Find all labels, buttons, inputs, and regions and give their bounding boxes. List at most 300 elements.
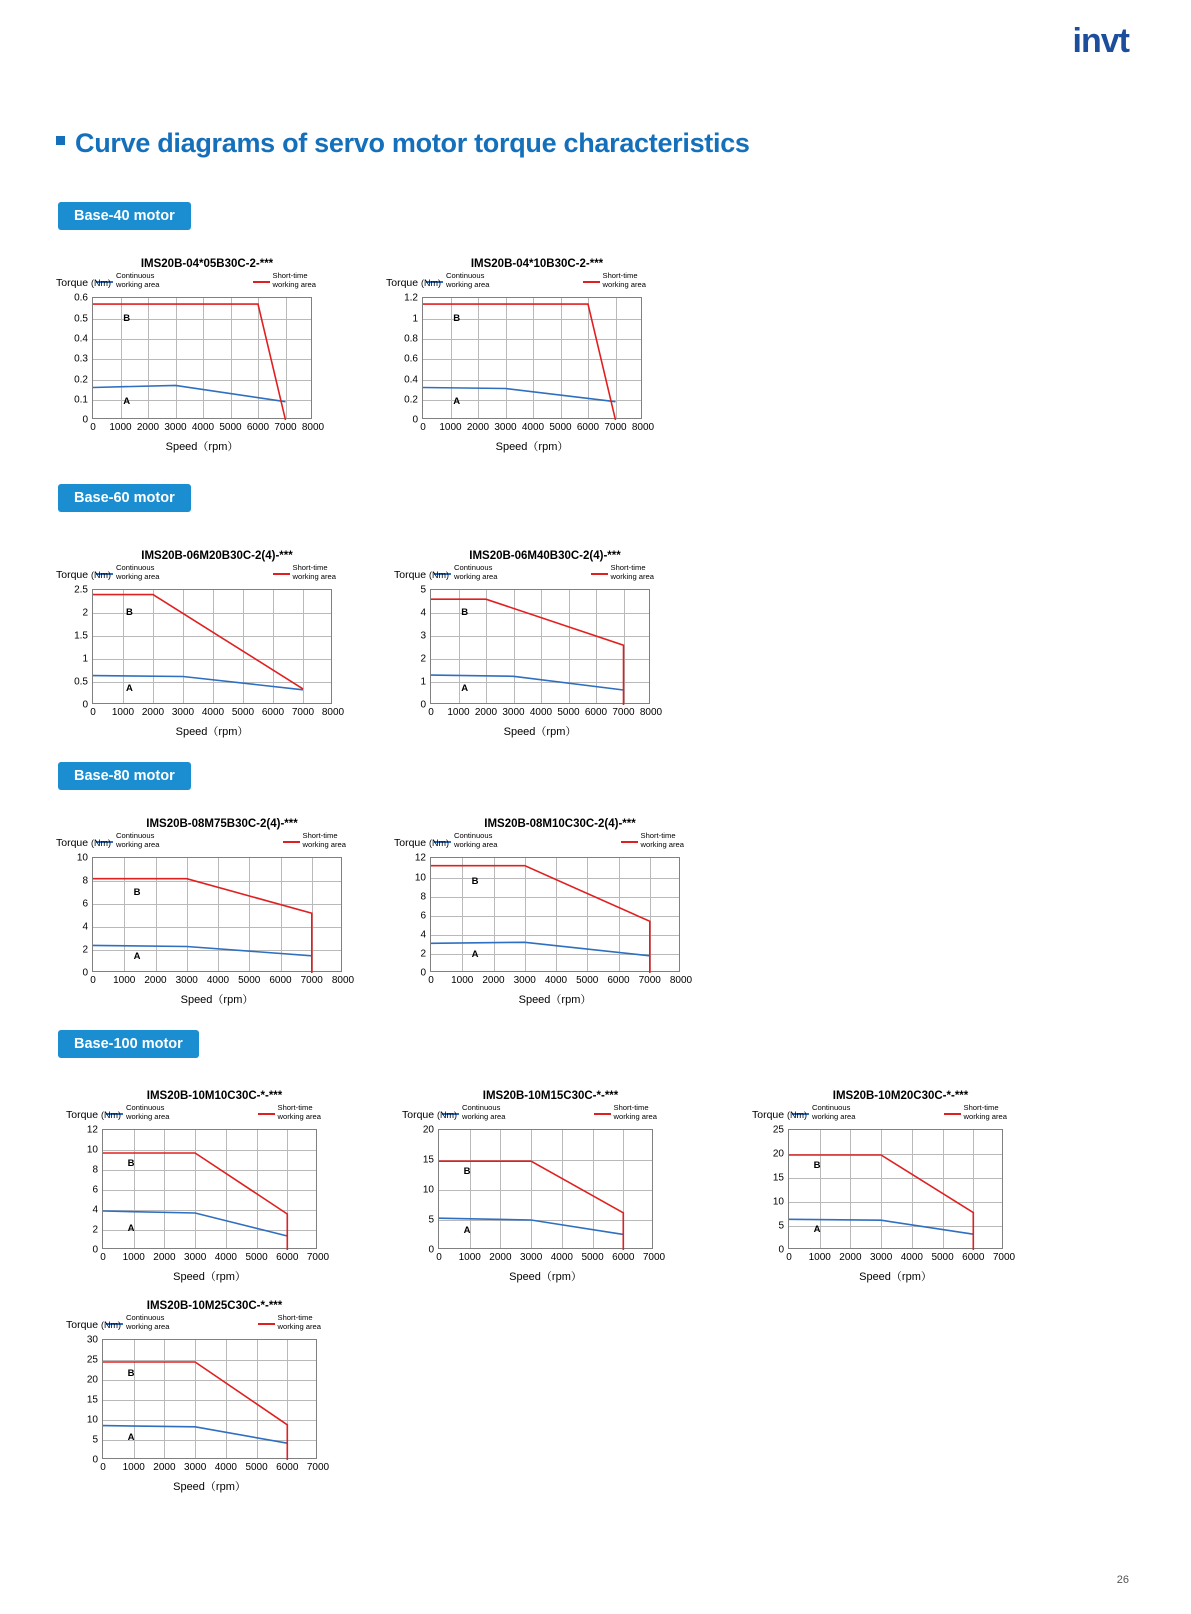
page-title (56, 128, 750, 159)
chart-c9 (752, 1090, 1016, 1289)
y-tick-label: 15 (772, 1172, 784, 1184)
curve-lines (93, 858, 343, 973)
x-tick-label: 8000 (301, 422, 325, 434)
legend-continuous-label: Continuous working area (116, 271, 160, 289)
x-tick-label: 7000 (642, 1252, 666, 1264)
x-tick-label: 1000 (109, 422, 132, 434)
x-tick-label: 5000 (931, 1252, 954, 1264)
marker-a: A (127, 1223, 135, 1235)
legend-short-time-label: Short-time working area (292, 563, 336, 581)
y-tick-label: 0.8 (404, 333, 418, 345)
marker-b: B (471, 876, 479, 888)
legend-short-time (591, 564, 654, 581)
y-tick-label: 30 (86, 1334, 98, 1346)
y-tick-label: 12 (414, 852, 426, 864)
legend-red-swatch-icon (283, 841, 300, 843)
y-tick-label: 0 (82, 699, 88, 711)
plot-grid (414, 852, 693, 1007)
invt-logo (1073, 22, 1129, 61)
x-tick-label: 4000 (201, 707, 225, 719)
chart-legend (438, 1104, 661, 1123)
y-tick-label: 15 (422, 1154, 434, 1166)
y-tick-label: 8 (420, 891, 426, 903)
y-axis-title: Torque (Nm) (752, 1109, 808, 1122)
x-tick-label: 8000 (331, 975, 355, 987)
marker-a: A (133, 951, 141, 963)
y-tick-label: 20 (86, 1374, 98, 1386)
y-tick-label: 0 (82, 414, 88, 426)
curve-short-time (93, 595, 303, 689)
y-axis-title: Torque (Nm) (386, 277, 442, 290)
x-tick-label: 1000 (439, 422, 462, 434)
y-tick-label: 0.1 (74, 394, 88, 406)
x-tick-label: 6000 (276, 1252, 299, 1264)
y-tick-label: 0 (82, 967, 88, 979)
x-tick-label: 5000 (238, 975, 261, 987)
x-axis-title: Speed（rpm） (509, 1271, 582, 1284)
y-tick-label: 1.5 (74, 630, 88, 642)
x-tick-label: 0 (90, 975, 96, 987)
curve-lines (439, 1130, 654, 1250)
curve-short-time (431, 866, 650, 973)
y-axis-title: Torque (Nm) (394, 837, 450, 850)
x-axis-title: Speed（rpm） (503, 726, 577, 739)
x-tick-label: 0 (428, 975, 434, 987)
marker-b: B (453, 312, 461, 324)
x-tick-label: 6000 (962, 1252, 985, 1264)
curve-short-time (93, 879, 312, 973)
y-tick-label: 0.4 (404, 374, 418, 386)
curve-continuous (423, 388, 616, 402)
legend-short-time (594, 1104, 657, 1121)
y-tick-label: 0 (778, 1244, 784, 1256)
y-tick-label: 4 (82, 921, 88, 933)
curve-continuous (93, 676, 303, 690)
section-tag-label: Base-80 motor (74, 768, 175, 784)
x-tick-label: 4000 (529, 707, 553, 719)
chart-legend (102, 1104, 325, 1123)
x-tick-label: 3000 (164, 422, 187, 434)
marker-a: A (471, 949, 479, 961)
x-tick-label: 3000 (494, 422, 517, 434)
x-tick-label: 0 (100, 1252, 106, 1264)
chart-title: IMS20B-10M10C30C-*-*** (146, 1090, 283, 1102)
chart-legend (102, 1314, 325, 1333)
y-tick-label: 0 (428, 1244, 434, 1256)
y-tick-label: 0.4 (74, 333, 88, 345)
x-axis-title: Speed（rpm） (859, 1271, 932, 1284)
x-tick-label: 1000 (113, 975, 136, 987)
marker-a: A (126, 683, 133, 695)
x-tick-label: 2000 (141, 707, 165, 719)
chart-title: IMS20B-10M25C30C-*-*** (146, 1300, 283, 1312)
y-tick-label: 10 (414, 872, 426, 884)
y-tick-label: 0.5 (74, 676, 88, 688)
page-number: 26 (1116, 1574, 1129, 1586)
curve-lines (789, 1130, 1004, 1250)
legend-short-time-label: Short-time working area (302, 831, 346, 849)
x-tick-label: 8000 (639, 707, 663, 719)
x-tick-label: 5000 (581, 1252, 604, 1264)
legend-short-time (258, 1314, 321, 1331)
x-tick-label: 7000 (992, 1252, 1016, 1264)
x-tick-label: 1000 (451, 975, 474, 987)
curve-continuous (431, 943, 650, 957)
chart-legend (92, 564, 340, 583)
x-tick-label: 1000 (122, 1252, 145, 1264)
curve-continuous (93, 946, 312, 956)
x-tick-label: 4000 (550, 1252, 573, 1264)
legend-continuous-label: Continuous working area (454, 563, 498, 581)
x-tick-label: 0 (428, 707, 434, 719)
y-axis-title: Torque (Nm) (56, 569, 112, 582)
y-tick-label: 20 (772, 1148, 784, 1160)
x-tick-label: 2000 (839, 1252, 862, 1264)
x-tick-label: 0 (90, 707, 96, 719)
x-tick-label: 3000 (520, 1252, 543, 1264)
plot-grid (86, 1124, 330, 1284)
chart-c1 (56, 258, 325, 459)
y-tick-label: 2 (420, 653, 426, 665)
x-axis-title: Speed（rpm） (173, 1481, 246, 1494)
x-tick-label: 6000 (269, 975, 292, 987)
x-tick-label: 6000 (584, 707, 608, 719)
x-tick-label: 6000 (612, 1252, 635, 1264)
x-tick-label: 6000 (276, 1462, 299, 1474)
chart-c8 (402, 1090, 666, 1289)
x-tick-label: 7000 (306, 1252, 330, 1264)
x-tick-label: 5000 (557, 707, 580, 719)
y-axis-title: Torque (Nm) (66, 1109, 122, 1122)
legend-continuous-label: Continuous working area (116, 563, 160, 581)
y-tick-label: 2.5 (74, 584, 88, 596)
x-tick-label: 1000 (111, 707, 135, 719)
y-tick-label: 1 (412, 313, 418, 325)
y-tick-label: 5 (92, 1434, 98, 1446)
x-tick-label: 6000 (607, 975, 630, 987)
curve-short-time (431, 600, 624, 706)
y-tick-label: 10 (86, 1414, 98, 1426)
chart-legend (92, 272, 320, 291)
x-tick-label: 5000 (219, 422, 242, 434)
x-tick-label: 7000 (300, 975, 323, 987)
legend-red-swatch-icon (583, 281, 600, 283)
chart-c6 (394, 818, 693, 1012)
y-tick-label: 5 (778, 1220, 784, 1232)
x-tick-label: 2000 (489, 1252, 512, 1264)
chart-c3 (56, 550, 345, 744)
marker-a: A (123, 396, 131, 408)
legend-red-swatch-icon (591, 573, 608, 575)
legend-continuous-label: Continuous working area (454, 831, 498, 849)
x-tick-label: 5000 (231, 707, 255, 719)
x-tick-label: 5000 (549, 422, 572, 434)
legend-red-swatch-icon (253, 281, 270, 283)
legend-red-swatch-icon (258, 1323, 275, 1325)
x-tick-label: 6000 (576, 422, 600, 434)
x-tick-label: 3000 (870, 1252, 893, 1264)
legend-short-time-label: Short-time working area (277, 1313, 321, 1331)
y-tick-label: 0.3 (74, 353, 88, 365)
chart-c10 (66, 1300, 330, 1499)
x-tick-label: 4000 (214, 1462, 237, 1474)
x-tick-label: 8000 (631, 422, 655, 434)
x-tick-label: 7000 (274, 422, 297, 434)
y-tick-label: 2 (82, 607, 88, 619)
x-tick-label: 3000 (502, 707, 525, 719)
x-tick-label: 1000 (808, 1252, 831, 1264)
marker-b: B (461, 607, 469, 619)
y-tick-label: 0.2 (74, 374, 88, 386)
x-tick-label: 6000 (246, 422, 270, 434)
x-tick-label: 3000 (184, 1462, 207, 1474)
y-tick-label: 4 (92, 1204, 98, 1216)
chart-c5 (56, 818, 355, 1012)
x-tick-label: 5000 (576, 975, 599, 987)
page-title-text: Curve diagrams of servo motor torque characteristics (75, 128, 750, 158)
x-tick-label: 0 (436, 1252, 442, 1264)
x-tick-label: 8000 (321, 707, 345, 719)
x-tick-label: 1000 (458, 1252, 481, 1264)
chart-title: IMS20B-10M15C30C-*-*** (482, 1090, 619, 1102)
y-tick-label: 1 (82, 653, 88, 665)
y-tick-label: 10 (86, 1144, 98, 1156)
y-tick-label: 0 (420, 967, 426, 979)
y-tick-label: 10 (422, 1184, 434, 1196)
x-axis-title: Speed（rpm） (173, 1271, 246, 1284)
x-axis-title: Speed（rpm） (518, 994, 592, 1007)
legend-red-swatch-icon (594, 1113, 611, 1115)
chart-legend (430, 564, 658, 583)
marker-b: B (126, 607, 133, 619)
legend-short-time-label: Short-time working area (963, 1103, 1007, 1121)
chart-legend (422, 272, 650, 291)
y-tick-label: 0 (412, 414, 418, 426)
plot-grid (74, 292, 325, 454)
legend-red-swatch-icon (273, 573, 290, 575)
curve-continuous (93, 386, 286, 402)
legend-short-time (944, 1104, 1007, 1121)
legend-red-swatch-icon (944, 1113, 961, 1115)
plot-grid (86, 1334, 330, 1494)
x-tick-label: 8000 (669, 975, 693, 987)
x-tick-label: 3000 (184, 1252, 207, 1264)
y-tick-label: 2 (92, 1224, 98, 1236)
marker-b: B (133, 886, 141, 898)
chart-title: IMS20B-06M40B30C-2(4)-*** (469, 550, 621, 562)
x-tick-label: 2000 (144, 975, 167, 987)
marker-a: A (463, 1225, 471, 1237)
legend-short-time-label: Short-time working area (602, 271, 646, 289)
x-tick-label: 3000 (513, 975, 536, 987)
plot-grid (420, 584, 663, 739)
legend-continuous-label: Continuous working area (812, 1103, 856, 1121)
x-tick-label: 4000 (206, 975, 230, 987)
chart-c2 (386, 258, 655, 459)
y-tick-label: 2 (82, 944, 88, 956)
legend-continuous-label: Continuous working area (462, 1103, 506, 1121)
legend-short-time (273, 564, 336, 581)
chart-title: IMS20B-08M10C30C-2(4)-*** (484, 818, 636, 830)
y-tick-label: 6 (92, 1184, 98, 1196)
legend-short-time (583, 272, 646, 289)
curve-continuous (431, 676, 624, 691)
x-tick-label: 1000 (122, 1462, 145, 1474)
y-tick-label: 2 (420, 948, 426, 960)
chart-c7 (66, 1090, 330, 1289)
legend-short-time (621, 832, 684, 849)
x-tick-label: 5000 (245, 1462, 268, 1474)
marker-b: B (123, 312, 131, 324)
y-tick-label: 0 (92, 1244, 98, 1256)
plot-grid (74, 584, 345, 739)
plot-grid (772, 1124, 1016, 1284)
y-axis-title: Torque (Nm) (66, 1319, 122, 1332)
legend-red-swatch-icon (621, 841, 638, 843)
chart-legend (92, 832, 350, 851)
x-tick-label: 1000 (447, 707, 470, 719)
x-tick-label: 4000 (521, 422, 545, 434)
y-tick-label: 0 (420, 699, 426, 711)
chart-legend (430, 832, 688, 851)
x-tick-label: 4000 (191, 422, 215, 434)
y-tick-label: 8 (82, 875, 88, 887)
y-tick-label: 0.5 (74, 313, 88, 325)
chart-title: IMS20B-04*10B30C-2-*** (470, 258, 604, 270)
y-tick-label: 0.6 (404, 353, 418, 365)
legend-short-time-label: Short-time working area (277, 1103, 321, 1121)
plot-grid (422, 1124, 666, 1284)
x-axis-title: Speed（rpm） (495, 441, 569, 454)
y-tick-label: 1.2 (404, 292, 418, 304)
chart-legend (788, 1104, 1011, 1123)
x-tick-label: 2000 (466, 422, 490, 434)
marker-a: A (127, 1432, 135, 1444)
x-tick-label: 0 (90, 422, 96, 434)
legend-short-time (258, 1104, 321, 1121)
section-tag-4 (58, 1030, 199, 1058)
plot-grid (404, 292, 655, 454)
y-tick-label: 1 (420, 676, 426, 688)
bullet-icon (56, 136, 65, 145)
x-tick-label: 3000 (171, 707, 195, 719)
curve-lines (103, 1340, 318, 1460)
section-tag-label: Base-100 motor (74, 1036, 183, 1052)
y-tick-label: 0 (92, 1454, 98, 1466)
section-tag-3 (58, 762, 191, 790)
x-tick-label: 4000 (544, 975, 568, 987)
y-tick-label: 8 (92, 1164, 98, 1176)
y-tick-label: 5 (420, 584, 426, 596)
x-tick-label: 2000 (474, 707, 498, 719)
chart-title: IMS20B-08M75B30C-2(4)-*** (146, 818, 298, 830)
curve-lines (103, 1130, 318, 1250)
x-axis-title: Speed（rpm） (180, 994, 254, 1007)
x-tick-label: 7000 (291, 707, 315, 719)
y-tick-label: 4 (420, 929, 426, 941)
legend-short-time-label: Short-time working area (640, 831, 684, 849)
section-tag-1 (58, 202, 191, 230)
x-tick-label: 2000 (482, 975, 505, 987)
x-tick-label: 0 (420, 422, 426, 434)
y-axis-title: Torque (Nm) (394, 569, 450, 582)
curve-lines (431, 858, 681, 973)
plot-grid (76, 852, 355, 1007)
curve-short-time (93, 305, 286, 421)
logo-text: invt (1072, 22, 1129, 60)
y-tick-label: 12 (86, 1124, 98, 1136)
y-tick-label: 3 (420, 630, 426, 642)
legend-continuous-label: Continuous working area (446, 271, 490, 289)
chart-title: IMS20B-10M20C30C-*-*** (832, 1090, 969, 1102)
legend-short-time (253, 272, 316, 289)
x-tick-label: 7000 (612, 707, 635, 719)
y-tick-label: 0.2 (404, 394, 418, 406)
y-tick-label: 25 (772, 1124, 784, 1136)
x-tick-label: 7000 (306, 1462, 330, 1474)
marker-a: A (453, 396, 461, 408)
legend-red-swatch-icon (258, 1113, 275, 1115)
x-tick-label: 6000 (261, 707, 285, 719)
y-tick-label: 25 (86, 1354, 98, 1366)
marker-a: A (461, 683, 469, 695)
x-tick-label: 4000 (900, 1252, 923, 1264)
section-tag-label: Base-60 motor (74, 490, 175, 506)
y-tick-label: 15 (86, 1394, 98, 1406)
chart-c4 (394, 550, 663, 744)
x-tick-label: 5000 (245, 1252, 268, 1264)
curve-short-time (423, 305, 616, 421)
y-tick-label: 5 (428, 1214, 434, 1226)
y-tick-label: 4 (420, 607, 426, 619)
y-tick-label: 6 (82, 898, 88, 910)
legend-short-time-label: Short-time working area (272, 271, 316, 289)
x-axis-title: Speed（rpm） (175, 726, 249, 739)
section-tag-label: Base-40 motor (74, 208, 175, 224)
legend-short-time (283, 832, 346, 849)
x-tick-label: 2000 (153, 1462, 176, 1474)
y-axis-title: Torque (Nm) (402, 1109, 458, 1122)
legend-short-time-label: Short-time working area (610, 563, 654, 581)
x-tick-label: 2000 (153, 1252, 176, 1264)
chart-title: IMS20B-06M20B30C-2(4)-*** (141, 550, 293, 562)
marker-b: B (813, 1160, 821, 1172)
x-tick-label: 3000 (175, 975, 198, 987)
y-axis-title: Torque (Nm) (56, 277, 112, 290)
x-tick-label: 7000 (638, 975, 661, 987)
marker-b: B (127, 1158, 135, 1170)
legend-continuous-label: Continuous working area (116, 831, 160, 849)
x-tick-label: 0 (100, 1462, 106, 1474)
legend-continuous-label: Continuous working area (126, 1313, 170, 1331)
x-tick-label: 4000 (214, 1252, 237, 1264)
x-tick-label: 2000 (136, 422, 160, 434)
marker-b: B (463, 1166, 471, 1178)
y-tick-label: 6 (420, 910, 426, 922)
marker-b: B (127, 1368, 135, 1380)
y-tick-label: 20 (422, 1124, 434, 1136)
y-tick-label: 0.6 (74, 292, 88, 304)
y-tick-label: 10 (772, 1196, 784, 1208)
x-axis-title: Speed（rpm） (165, 441, 239, 454)
chart-title: IMS20B-04*05B30C-2-*** (140, 258, 274, 270)
x-tick-label: 0 (786, 1252, 792, 1264)
y-tick-label: 10 (76, 852, 88, 864)
x-tick-label: 7000 (604, 422, 627, 434)
marker-a: A (813, 1224, 821, 1236)
y-axis-title: Torque (Nm) (56, 837, 112, 850)
legend-continuous-label: Continuous working area (126, 1103, 170, 1121)
